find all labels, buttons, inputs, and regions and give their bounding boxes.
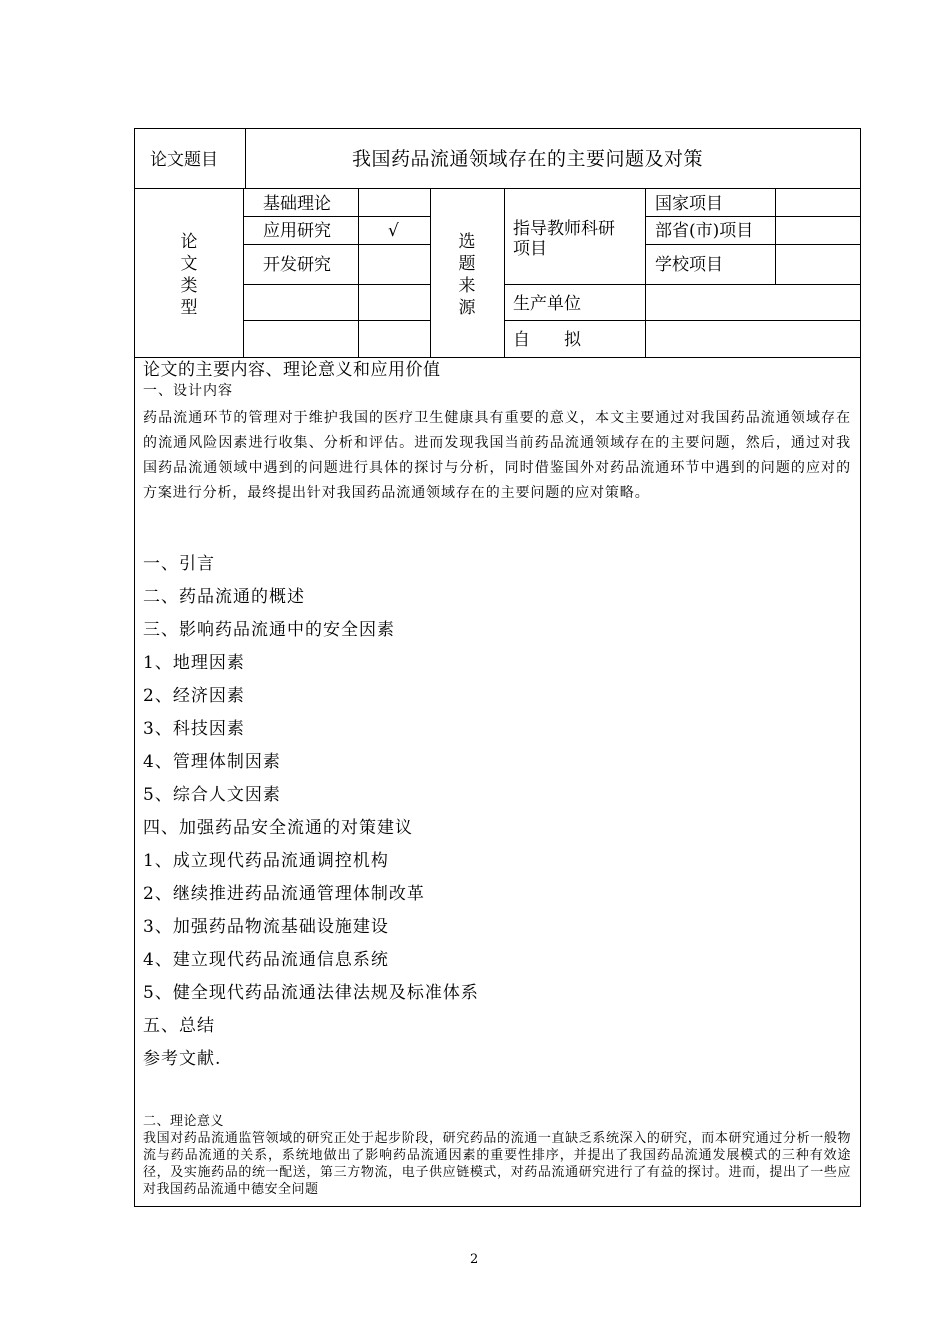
divider — [645, 216, 860, 217]
section-2-paragraph: 我国对药品流通监管领域的研究正处于起步阶段，研究药品的流通一直缺乏系统深入的研究，而本研究通过分析一般物流与药品流通的关系，系统地做出了影响药品流通因素的重要性排序，并提出了我国药品流通发展模式的三种有效途径，及实施药品的统一配送，第三方物流，电子供应链模式，对药品流通研究进行了有益的探讨。进而，提出了一些应对我国药品流通中德安全问题 — [143, 1131, 851, 1197]
divider — [504, 320, 860, 321]
outline-item: 2、继续推进药品流通管理体制改革 — [143, 884, 425, 904]
divider — [243, 216, 430, 217]
vertical-char: 型 — [180, 298, 198, 318]
project-national: 国家项目 — [655, 194, 723, 214]
thesis-title: 我国药品流通领域存在的主要问题及对策 — [352, 148, 704, 170]
outline-item: 参考文献. — [143, 1049, 222, 1069]
outline-item: 二、药品流通的概述 — [143, 587, 305, 607]
divider — [645, 244, 860, 245]
outline-item: 5、健全现代药品流通法律法规及标准体系 — [143, 983, 479, 1003]
table-border-left — [134, 128, 135, 1207]
outline-item: 4、管理体制因素 — [143, 752, 281, 772]
vertical-char: 论 — [180, 232, 198, 252]
divider — [504, 188, 505, 357]
divider — [134, 357, 861, 358]
vertical-char: 题 — [458, 254, 476, 274]
section-2-title: 二、理论意义 — [143, 1114, 225, 1129]
outline-item: 五、总结 — [143, 1016, 215, 1036]
outline-item: 三、影响药品流通中的安全因素 — [143, 620, 395, 640]
outline-list — [143, 553, 851, 1081]
outline-item: 2、经济因素 — [143, 686, 245, 706]
production-unit-label: 生产单位 — [513, 294, 581, 314]
outline-item: 1、地理因素 — [143, 653, 245, 673]
outline-item: 1、成立现代药品流通调控机构 — [143, 851, 389, 871]
outline-item: 3、加强药品物流基础设施建设 — [143, 917, 389, 937]
table-border-right — [860, 128, 861, 1207]
vertical-char: 类 — [180, 276, 198, 296]
divider — [243, 320, 430, 321]
divider — [243, 244, 430, 245]
divider — [430, 188, 431, 357]
divider — [243, 284, 430, 285]
type-option-basic-theory: 基础理论 — [263, 194, 331, 214]
table-border-top — [134, 128, 861, 129]
table-border-bottom — [134, 1206, 861, 1207]
content-heading: 论文的主要内容、理论意义和应用价值 — [143, 360, 441, 380]
divider — [775, 188, 776, 284]
divider — [504, 284, 860, 285]
vertical-char: 文 — [180, 254, 198, 274]
divider — [358, 188, 359, 357]
project-school: 学校项目 — [655, 255, 723, 275]
thesis-title-label: 论文题目 — [150, 150, 218, 170]
self-proposed-label: 自 拟 — [513, 330, 581, 350]
advisor-research-label-cont: 项目 — [513, 239, 547, 259]
section-1-paragraph: 药品流通环节的管理对于维护我国的医疗卫生健康具有重要的意义，本文主要通过对我国药品流通领域存在的流通风险因素进行收集、分析和评估。进而发现我国当前药品流通领域存在的主要问题，然后，通过对我国药品流通领域中遇到的问题进行具体的探讨与分析，同时借鉴国外对药品流通环节中遇到的问题的应对的方案进行分析，最终提出针对我国药品流通领域存在的主要问题的应对策略。 — [143, 410, 851, 501]
section-1-title: 一、设计内容 — [143, 383, 233, 399]
outline-item: 一、引言 — [143, 554, 215, 574]
type-option-development-research: 开发研究 — [263, 255, 331, 275]
divider — [645, 188, 646, 357]
outline-item: 3、科技因素 — [143, 719, 245, 739]
outline-item: 5、综合人文因素 — [143, 785, 281, 805]
project-provincial: 部省(市)项目 — [655, 221, 754, 241]
outline-item: 四、加强药品安全流通的对策建议 — [143, 818, 413, 838]
vertical-char: 源 — [458, 298, 476, 318]
vertical-char: 来 — [458, 276, 476, 296]
type-option-applied-research: 应用研究 — [263, 221, 331, 241]
outline-item: 4、建立现代药品流通信息系统 — [143, 950, 389, 970]
type-option-applied-research-mark: √ — [388, 221, 399, 241]
advisor-research-label: 指导教师科研 — [513, 219, 615, 239]
divider — [243, 188, 244, 357]
vertical-char: 选 — [458, 232, 476, 252]
page-number: 2 — [470, 1252, 479, 1267]
divider — [245, 128, 246, 188]
